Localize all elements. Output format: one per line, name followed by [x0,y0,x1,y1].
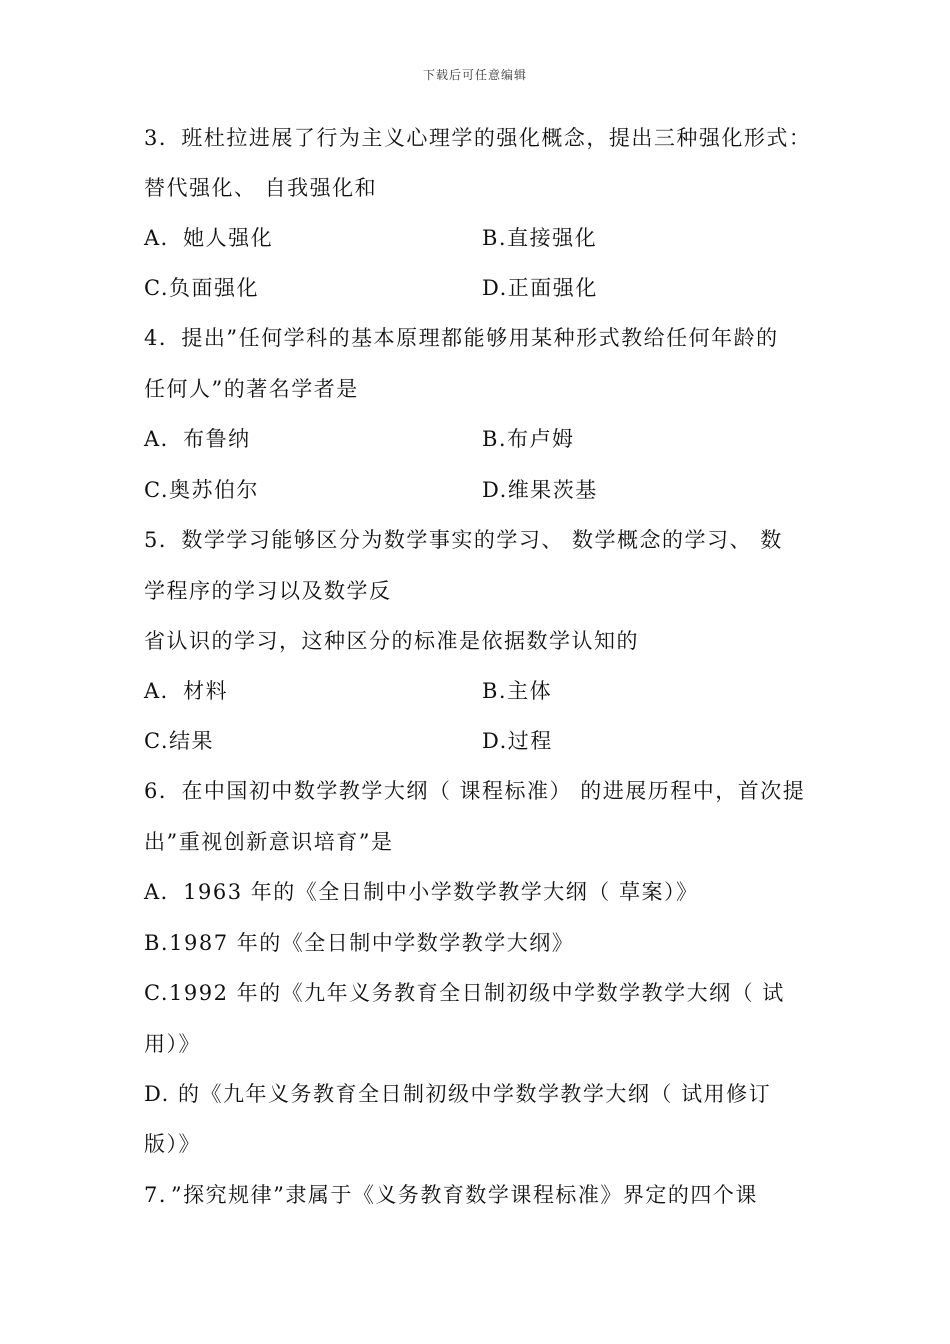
question-4-line-1: 4．提出”任何学科的基本原理都能够用某种形式教给任何年龄的 [144,326,779,350]
question-6-option-c-line-2: 用）》 [144,1032,201,1056]
question-3-option-a: A．她人强化 [144,226,274,250]
question-6-option-d-line-1: D. 的《九年义务教育全日制初级中学数学教学大纲（ 试用修订 [144,1082,772,1106]
question-3-option-b: B.直接强化 [482,226,598,250]
question-3-line-1: 3．班杜拉进展了行为主义心理学的强化概念，提出三种强化形式： [144,126,812,150]
question-6-option-d-line-2: 版）》 [144,1132,201,1156]
question-3-option-c: C.负面强化 [144,276,259,300]
question-3-line-2: 替代强化、 自我强化和 [144,176,378,200]
question-4-option-a: A．布鲁纳 [144,427,251,451]
question-5-line-2: 学程序的学习以及数学反 [144,579,392,603]
question-4-option-c: C.奥苏伯尔 [144,478,259,502]
question-6-line-2: 出”重视创新意识培育”是 [144,830,394,854]
question-7-line-1: 7．”探究规律”隶属于《义务教育数学课程标准》界定的四个课 [144,1183,758,1207]
page-header-note: 下载后可任意编辑 [422,68,527,82]
question-4-line-2: 任何人”的著名学者是 [144,377,359,401]
question-5-option-d: D.过程 [482,729,553,753]
question-6-line-1: 6．在中国初中数学教学大纲（ 课程标准） 的进展历程中，首次提 [144,779,806,803]
question-6-option-c-line-1: C.1992 年的《九年义务教育全日制初级中学数学教学大纲（ 试 [144,981,785,1005]
question-4-option-d: D.维果茨基 [482,478,598,502]
question-6-option-a: A．1963 年的《全日制中小学数学教学大纲（ 草案）》 [144,880,699,904]
question-5-option-c: C.结果 [144,729,214,753]
question-4-option-b: B.布卢姆 [482,427,575,451]
question-6-option-b: B.1987 年的《全日制中学数学教学大纲》 [144,931,575,955]
question-3-option-d: D.正面强化 [482,276,598,300]
question-5-line-3: 省认识的学习，这种区分的标准是依据数学认知的 [144,629,639,653]
question-5-option-a: A．材料 [144,679,229,703]
question-5-option-b: B.主体 [482,679,553,703]
question-5-line-1: 5．数学学习能够区分为数学事实的学习、 数学概念的学习、 数 [144,528,783,552]
